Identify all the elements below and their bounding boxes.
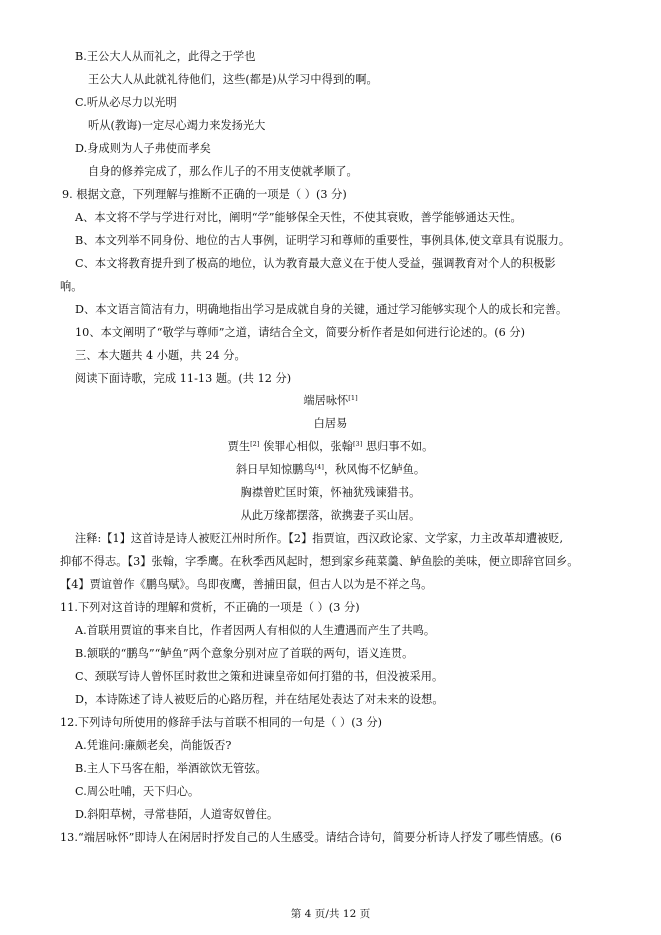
q13-stem: 13.“端居咏怀”即诗人在闲居时抒发自己的人生感受。请结合诗句，简要分析诗人抒发了哪些情感。(6 bbox=[60, 831, 562, 844]
q8-translation-b: 王公大人从此就礼待他们，这些(都是)从学习中得到的啊。 bbox=[88, 73, 378, 86]
q9-option-c: C、本文将教育提升到了极高的地位，认为教育最大意义在于使人受益，强调教育对个人的积极影 bbox=[75, 257, 556, 270]
q9-option-d: D、本文语言简洁有力，明确地指出学习是成就自身的关键，通过学习能够实现个人的成长和完善。 bbox=[75, 303, 568, 316]
notes-line-2: 抑郁不得志。【3】张翰，字季鹰。在秋季西风起时，想到家乡莼菜羹、鲈鱼脍的美味，便立即辞官回乡。 bbox=[60, 555, 579, 568]
q8-option-c: C.听从必尽力以光明 bbox=[75, 96, 177, 109]
q9-option-b: B、本文列举不同身份、地位的古人事例，证明学习和尊师的重要性，事例具体,使文章具有说服力。 bbox=[75, 234, 571, 247]
q8-option-d: D.身成则为人子弗使而孝矣 bbox=[75, 142, 211, 155]
q12-option-c: C.周公吐哺，天下归心。 bbox=[75, 785, 200, 798]
q12-option-b: B.主人下马客在船，举酒欲饮无管弦。 bbox=[75, 762, 267, 775]
poem-line-1-note-a: [2] bbox=[250, 440, 260, 448]
section3-heading: 三、本大题共 4 小题，共 24 分。 bbox=[75, 349, 246, 362]
poem-line-2-note: [4] bbox=[314, 463, 324, 471]
q9-stem: 9. 根据文意，下列理解与推断不正确的一项是（ ）(3 分) bbox=[62, 188, 347, 201]
q11-stem: 11.下列对这首诗的理解和赏析，不正确的一项是（ ）(3 分) bbox=[60, 601, 360, 614]
poem-line-2-a: 斜日早知惊鹏鸟 bbox=[235, 463, 315, 476]
poem-line-3: 胸襟曾贮匡时策，怀袖犹残谏猎书。 bbox=[240, 486, 421, 499]
q8-translation-c: 听从(教诲)一定尽心竭力来发扬光大 bbox=[88, 119, 266, 132]
q9-option-c-cont: 响。 bbox=[60, 280, 83, 293]
q11-option-b: B.颔联的“鹏鸟”“鲈鱼”两个意象分别对应了首联的两句，语义连贯。 bbox=[75, 647, 414, 660]
poem-line-1-b: 俟罪心相似，张翰 bbox=[263, 440, 353, 453]
poem-line-1-c: 思归事不如。 bbox=[365, 440, 434, 453]
poem-line-1 bbox=[0, 439, 661, 455]
page-footer: 第 4 页/共 12 页 bbox=[290, 908, 371, 920]
section3-instruction: 阅读下面诗歌，完成 11-13 题。(共 12 分) bbox=[75, 372, 292, 385]
poem-author: 白居易 bbox=[313, 417, 348, 430]
poem-title-text: 端居咏怀 bbox=[303, 394, 349, 407]
poem-title-note: [1] bbox=[348, 394, 358, 402]
poem-line-1-a: 贾生 bbox=[227, 440, 251, 453]
q11-option-a: A.首联用贾谊的事来自比，作者因两人有相似的人生遭遇而产生了共鸣。 bbox=[75, 624, 436, 637]
q12-option-a: A.凭谁问:廉颇老矣，尚能饭否? bbox=[75, 739, 232, 752]
poem-line-1-note-b: [3] bbox=[352, 440, 363, 448]
notes-line-3: 【4】贾谊曾作《鹏鸟赋》。鸟即夜鹰，善捕田鼠，但古人以为是不祥之鸟。 bbox=[60, 578, 433, 591]
q8-option-b: B.王公大人从而礼之，此得之于学也 bbox=[75, 50, 256, 63]
q12-option-d: D.斜阳草树，寻常巷陌，人道寄奴曾住。 bbox=[75, 808, 279, 821]
q11-option-c: C、颈联写诗人曾怀匡时救世之策和进谏皇帝如何打猎的书，但没被采用。 bbox=[75, 670, 444, 683]
poem-line-2-b: ，秋风悔不忆鲈鱼。 bbox=[323, 463, 426, 476]
notes-line-1: 注释:【1】这首诗是诗人被贬江州时所作。【2】指贾谊，西汉政论家、文学家，力主改革却遭被贬, bbox=[75, 532, 564, 545]
q10-stem: 10、本文阐明了“敬学与尊师”之道，请结合全文，简要分析作者是如何进行论述的。(6 分) bbox=[75, 326, 526, 339]
q9-option-a: A、本文将不学与学进行对比，阐明“学”能够保全天性，不使其衰败，善学能够通达天性。 bbox=[75, 211, 522, 224]
poem-title bbox=[0, 393, 661, 409]
poem-line-4: 从此万缘都摆落，欲携妻子买山居。 bbox=[240, 509, 421, 522]
q8-translation-d: 自身的修养完成了，那么作儿子的不用支使就孝顺了。 bbox=[88, 165, 358, 178]
q11-option-d: D，本诗陈述了诗人被贬后的心路历程，并在结尾处表达了对未来的设想。 bbox=[75, 693, 444, 706]
poem-line-2 bbox=[0, 462, 661, 478]
q12-stem: 12.下列诗句所使用的修辞手法与首联不相同的一句是（ ）(3 分) bbox=[60, 716, 383, 729]
